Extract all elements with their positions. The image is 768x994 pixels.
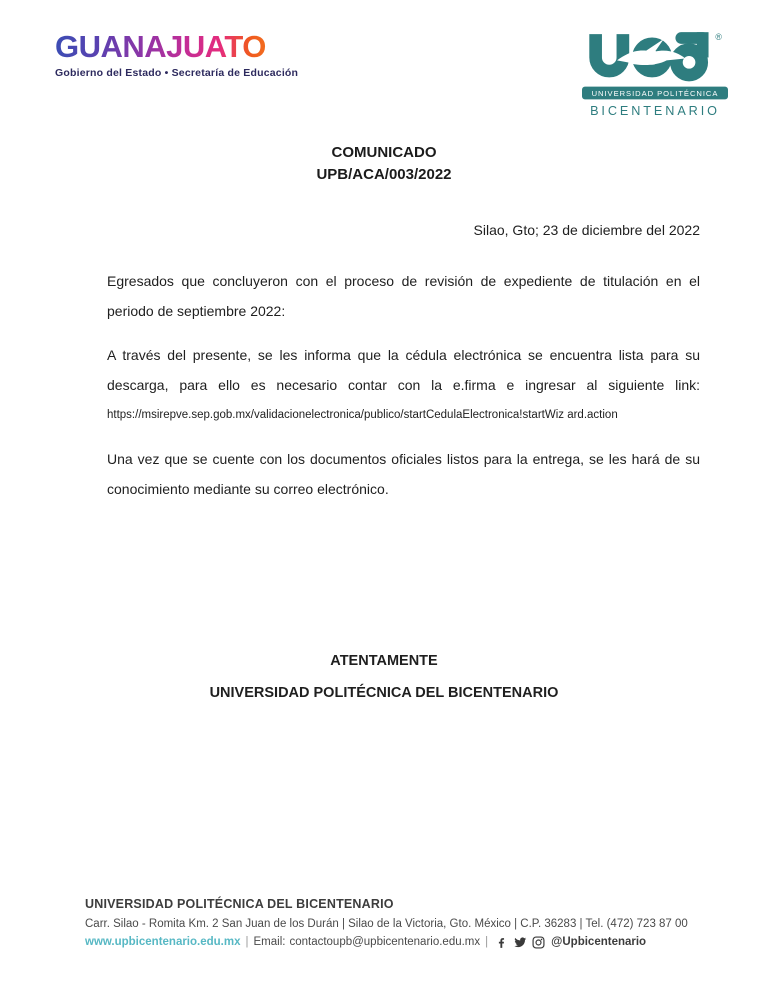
signature-university-name: UNIVERSIDAD POLITÉCNICA DEL BICENTENARIO: [209, 685, 559, 701]
footer-contact-line: [85, 933, 702, 952]
paragraph-egresados: Egresados que concluyeron con el proceso de revisión de expediente de titulación en el periodo de septiembre 2022:: [107, 273, 700, 319]
upb-logo: [582, 30, 728, 125]
footer-org-name: UNIVERSIDAD POLITÉCNICA DEL BICENTENARIO: [85, 897, 394, 911]
dateline: Silao, Gto; 23 de diciembre del 2022: [473, 222, 700, 238]
footer-social-icons: [495, 936, 545, 949]
paragraph-documentos: Una vez que se cuente con los documentos oficiales listos para la entrega, se les hará de su conocimiento mediante su correo electrónico.: [107, 451, 700, 497]
document-title: COMUNICADO: [331, 144, 437, 161]
paragraph-cedula-text: A través del presente, se les informa que la cédula electrónica se encuentra lista para su descarga, para ello es necesario contar con la e.firma e ingresar al siguiente link:: [107, 347, 700, 393]
guanajuato-tagline: Gobierno del Estado • Secretaría de Educación: [55, 67, 299, 80]
document-footer: [85, 897, 702, 952]
upb-monogram-b-stem: [697, 32, 709, 57]
upb-monogram-u: [596, 34, 623, 71]
footer-website-link[interactable]: www.upbicentenario.edu.mx: [85, 936, 241, 948]
upb-banner-text: UNIVERSIDAD POLITÉCNICA: [591, 88, 719, 98]
footer-separator: |: [245, 936, 249, 948]
upb-registered-mark: ®: [715, 31, 722, 42]
cedula-download-link[interactable]: https://msirepve.sep.gob.mx/validacionelectronica/publico/startCedulaElectronica!startWiz ard.action: [107, 409, 618, 421]
guanajuato-wordmark: GUANAJUATO: [55, 30, 298, 64]
closing-atentamente: ATENTAMENTE: [330, 653, 438, 669]
document-body: [0, 266, 768, 504]
paragraph-cedula: [107, 340, 700, 430]
upb-name-text: BICENTENARIO: [590, 103, 720, 118]
footer-separator: |: [485, 936, 489, 948]
footer-email-address[interactable]: contactoupb@upbicentenario.edu.mx: [289, 936, 481, 948]
document-reference-number: UPB/ACA/003/2022: [316, 166, 452, 183]
footer-address: Carr. Silao - Romita Km. 2 San Juan de los Durán | Silao de la Victoria, Gto. México | C.P. 36283 | Tel. (472) 723 87 00: [85, 918, 688, 930]
footer-email-label: Email:: [253, 936, 286, 948]
footer-social-handle: @Upbicentenario: [551, 936, 647, 948]
twitter-icon[interactable]: [513, 936, 527, 949]
document-title-block: [0, 142, 768, 186]
upb-logo-graphic: [582, 30, 728, 120]
document-header: [0, 0, 768, 118]
facebook-icon[interactable]: [495, 936, 508, 949]
instagram-icon[interactable]: [532, 936, 545, 949]
guanajuato-logo: [55, 30, 298, 79]
